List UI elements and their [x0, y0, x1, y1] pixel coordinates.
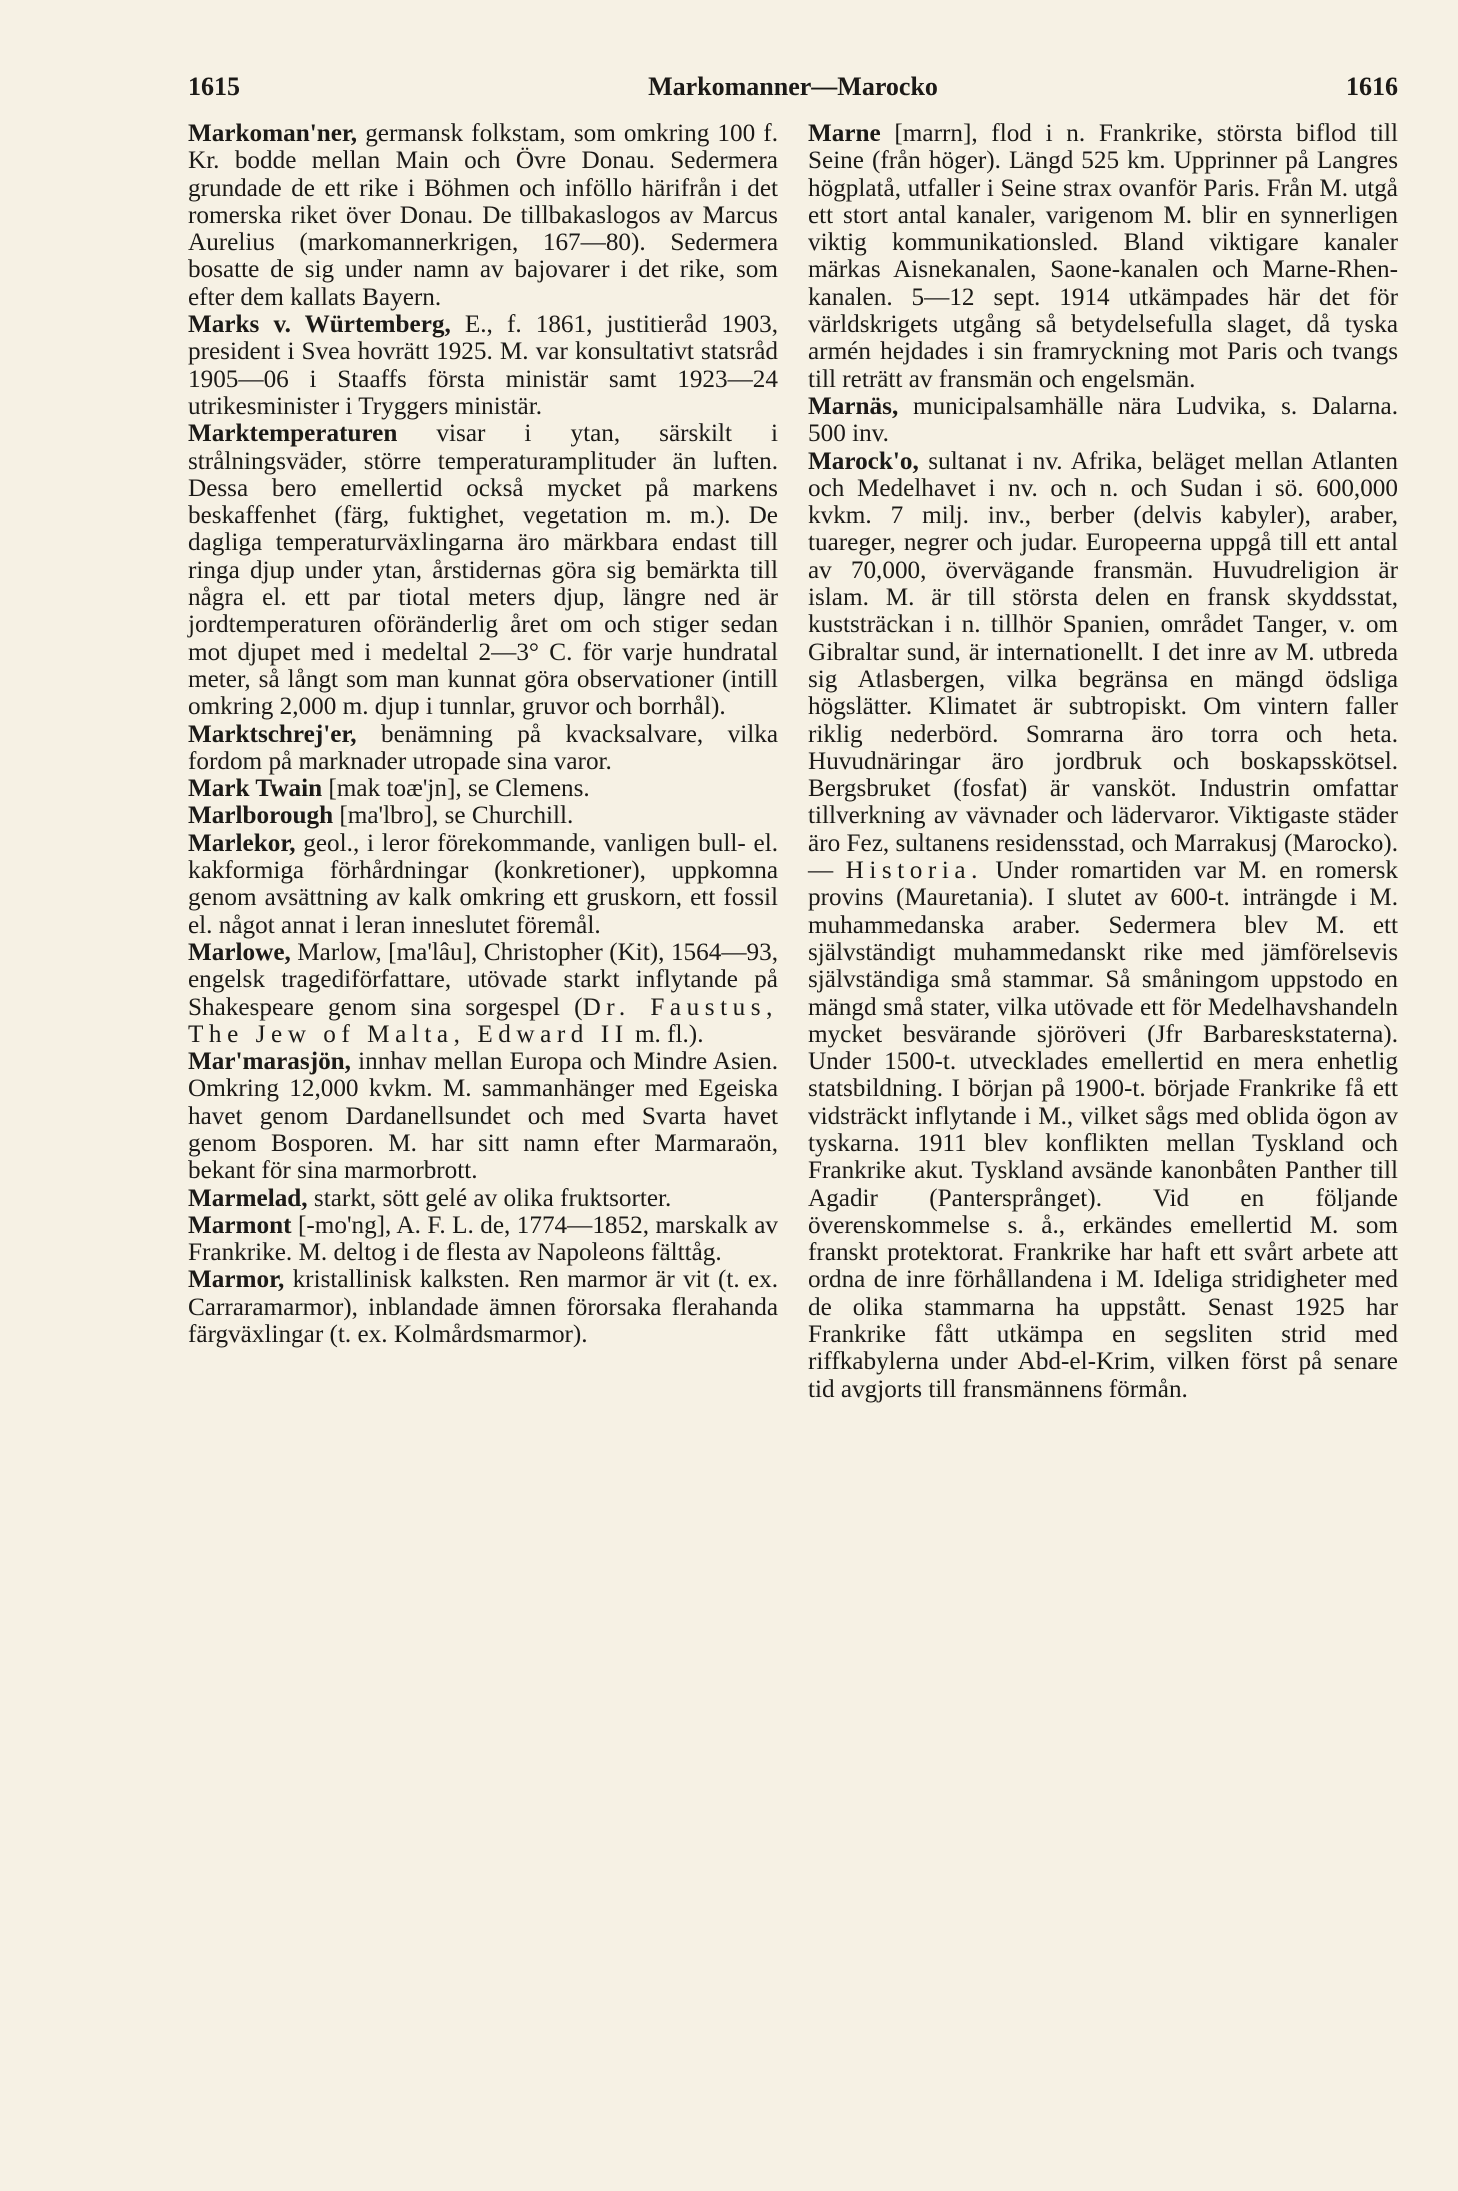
- left-column: [188, 120, 778, 1348]
- entry-text: geol., i leror förekommande, vanligen bull- el. kakformiga förhårdningar (konkretioner), uppkomna genom avsättning av kalk omkring ett gruskorn, ett fossil el. något annat i leran inneslutet föremål.: [188, 829, 778, 939]
- entry-headword: Marock'o,: [808, 447, 919, 475]
- entry-marks-v-wurtemberg: [188, 311, 778, 420]
- entry-text: germansk folkstam, som omkring 100 f. Kr. bodde mellan Main och Övre Donau. Sedermera grundade de ett rike i Böhmen och inföllo härifrån i det romerska riket över Donau. De tillbakaslogos av Marcus Aurelius (markomannerkrigen, 167—80). Sedermera bosatte de sig under namn av bajovarer i det rike, som efter dem kallats Bayern.: [188, 120, 778, 311]
- entry-text: kristallinisk kalksten. Ren marmor är vit (t. ex. Carraramarmor), inblandade ämnen förorsaka flerahanda färgväxlingar (t. ex. Kolmårdsmarmor).: [188, 1266, 778, 1349]
- entry-headword: Marlekor,: [188, 829, 296, 857]
- entry-text: [ma'lbro], se Churchill.: [333, 802, 574, 830]
- entry-marlborough: [188, 802, 778, 829]
- entry-marktschrejer: [188, 721, 778, 776]
- entry-text: [marrn], flod i n. Frankrike, största biflod till Seine (från höger). Längd 525 km. Upprinner på Langres högplatå, utfaller i Seine strax ovanför Paris. Från M. utgå ett stort antal kanaler, varigenom M. blir en synnerligen viktig kommunikationsled. Bland viktigare kanaler märkas Aisnekanalen, Saone-kanalen och Marne-Rhen-kanalen. 5—12 sept. 1914 utkämpades här det för världskrigets utgång så betydelsefulla slaget, då tyska armén hejdades i sin framryckning mot Paris och tvangs till reträtt av fransmän och engelsmän.: [808, 120, 1398, 393]
- entry-headword: Marnäs,: [808, 392, 899, 420]
- entry-text: benämning på kvacksalvare, vilka fordom på marknader utropade sina varor.: [188, 720, 778, 775]
- entry-marne: [808, 120, 1398, 393]
- entry-marocko: [808, 448, 1398, 1403]
- entry-marmor: [188, 1266, 778, 1348]
- entry-text: municipalsamhälle nära Ludvika, s. Dalarna. 500 inv.: [808, 392, 1398, 448]
- entry-text: sultanat i nv. Afrika, beläget mellan Atlanten och Medelhavet i nv. och n. och Sudan i sö. 600,000 kvkm. 7 milj. inv., berber (delvis kabyler), araber, tuareger, negrer och judar. Europeerna uppgå till ett antal av 70,000, övervägande fransmän. Huvudreligion är islam. M. är till största delen en fransk skyddsstat, kuststräckan i n. tillhör Spanien, området Tanger, v. om Gibraltar sund, är internationellt. I det inre av M. utbreda sig Atlasbergen, vilka begränsa en mängd ödsliga högslätter. Klimatet är subtropiskt. Om vintern faller riklig nederbörd. Somrarna äro torra och heta. Huvudnäringar äro jordbruk och boskapsskötsel. Bergsbruket (fosfat) är vansköt. Industrin omfattar tillverkning av vävnader och lädervaror. Viktigaste städer äro Fez, sultanens residensstad, och Marrakusj (Marocko). —: [808, 447, 1398, 885]
- entry-text: [-mo'ng], A. F. L. de, 1774—1852, marskalk av Frankrike. M. deltog i de flesta av Napoleons fälttåg.: [188, 1211, 778, 1267]
- entry-headword: Marktschrej'er,: [188, 720, 357, 748]
- entry-marmont: [188, 1212, 778, 1267]
- entry-section-historia: Historia.: [845, 857, 983, 885]
- entry-headword: Marmor,: [188, 1266, 285, 1294]
- entry-text: Marlow, [ma'lâu], Christopher (Kit), 1564—93, engelsk tragediförfattare, utövade starkt inflytande på Shakespeare genom sina sorgespel (: [188, 938, 778, 1021]
- entry-text-tail: Under romartiden var M. en romersk provins (Mauretania). I slutet av 600-t. inträngde i M. muhammedanska araber. Sedermera blev M. ett självständigt muhammedanskt rike med jämförelsevis självständiga små stammar. Så småningom uppstodo en mängd små stater, vilka utövade ett för Medelhavshandeln mycket besvärande sjöröveri (Jfr Barbareskstaterna). Under 1500-t. utvecklades emellertid en mera enhetlig statsbildning. I början på 1900-t. började Frankrike få ett vidsträckt inflytande i M., vilket sågs med oblida ögon av tyskarna. 1911 blev konflikten mellan Tyskland och Frankrike akut. Tyskland avsände kanonbåten Panther till Agadir (Pantersprånget). Vid en följande överenskommelse s. å., erkändes emellertid M. som franskt protektorat. Frankrike har haft ett svårt arbete att ordna de inre förhållandena i M. Ideliga stridigheter med de olika stammarna ha uppstått. Senast 1925 har Frankrike fått utkämpa en segsliten strid med riffkabylerna under Abd-el-Krim, vilken först på senare tid avgjorts till fransmännens förmån.: [808, 857, 1399, 1403]
- entry-headword: Marlborough: [188, 802, 334, 830]
- entry-headword: Mark Twain: [188, 775, 323, 803]
- entry-text: starkt, sött gelé av olika fruktsorter.: [307, 1184, 672, 1212]
- entry-text: innhav mellan Europa och Mindre Asien. Omkring 12,000 kvkm. M. sammanhänger med Egeiska havet genom Dardanellsundet och med Svarta havet genom Bosporen. M. har sitt namn efter Marmaraön, bekant för sina marmorbrott.: [188, 1048, 778, 1185]
- entry-headword: Marne: [808, 120, 881, 147]
- entry-headword: Marktemperaturen: [188, 420, 398, 448]
- page-number-right: 1616: [1346, 72, 1398, 101]
- entry-text-tail: m. fl.).: [628, 1020, 704, 1048]
- page-number-left: 1615: [188, 72, 240, 101]
- entry-mark-twain: [188, 775, 778, 802]
- entry-marlowe: [188, 939, 778, 1048]
- entry-headword: Marks v. Würtemberg,: [188, 311, 451, 339]
- entry-headword: Marmelad,: [188, 1184, 308, 1212]
- entry-markomanner: [188, 120, 778, 311]
- entry-marktemperaturen: [188, 420, 778, 720]
- entry-headword: Mar'marasjön,: [188, 1048, 351, 1076]
- page-header: [188, 72, 1398, 112]
- entry-marmelad: [188, 1185, 778, 1212]
- entry-text: E., f. 1861, justitieråd 1903, president i Svea hovrätt 1925. M. var konsultativt statsråd 1905—06 i Staaffs första ministär samt 1923—24 utrikesminister i Tryggers ministär.: [188, 311, 778, 420]
- running-title: Markomanner—Marocko: [648, 72, 938, 101]
- entry-marnas: [808, 393, 1398, 448]
- entry-marlekor: [188, 830, 778, 939]
- right-column: [808, 120, 1398, 1403]
- entry-headword: Markoman'ner,: [188, 120, 358, 147]
- entry-spaced-titles: Dr. Faustus, The Jew of Malta, Edward II: [188, 993, 778, 1048]
- entry-text: visar i ytan, särskilt i strålningsväder, större temperaturamplituder än luften. Dessa bero emellertid också mycket på markens beskaffenhet (färg, fuktighet, vegetation m. m.). De dagliga temperaturväxlingarna äro märkbara endast till ringa djup under ytan, årstidernas göra sig bemärkta till några el. ett par tiotal meters djup, längre ned är jordtemperaturen oföränderlig året om och stiger sedan mot djupet med i medeltal 2—3° C. för varje hundratal meter, så långt som man kunnat göra observationer (intill omkring 2,000 m. djup i tunnlar, gruvor och borrhål).: [188, 420, 778, 721]
- entry-headword: Marmont: [188, 1211, 292, 1239]
- entry-headword: Marlowe,: [188, 938, 291, 966]
- entry-text: [mak toæ'jn], se Clemens.: [322, 775, 590, 803]
- entry-marmarasjon: [188, 1048, 778, 1184]
